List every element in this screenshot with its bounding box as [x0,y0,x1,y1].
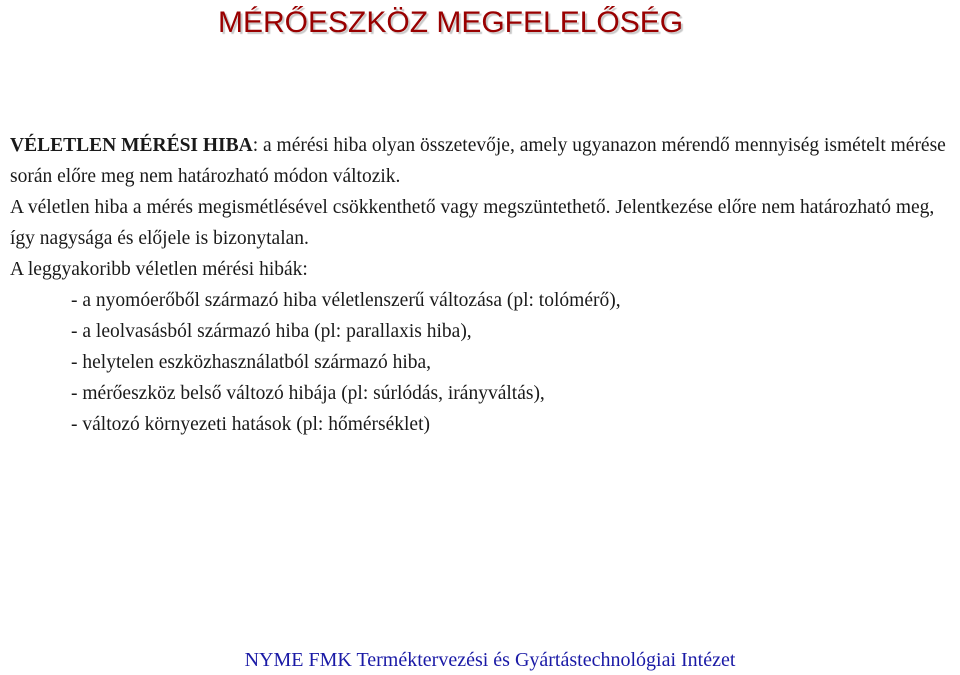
definition-text: : a mérési hiba olyan összetevője, amely ugyanazon mérendő mennyiség ismételt mérése során előre meg nem határozható módon változik. [10,135,946,187]
slide-content [10,130,952,440]
list-item: - változó környezeti hatások (pl: hőmérséklet) [71,414,430,435]
slide-title: MÉRŐESZKÖZ MEGFELELŐSÉG [218,6,684,39]
list-item: - helytelen eszközhasználatból származó hiba, [71,352,432,373]
list-item: - a nyomóerőből származó hiba véletlenszerű változása (pl: tolómérő), [71,290,621,311]
definition-term: VÉLETLEN MÉRÉSI HIBA [10,135,253,156]
error-list [10,285,952,440]
list-intro: A leggyakoribb véletlen mérési hibák: [10,259,308,280]
definition-paragraph [10,130,952,192]
explanation-paragraph: A véletlen hiba a mérés megismétlésével csökkenthető vagy megszüntethető. Jelentkezése előre nem határozható meg, így nagysága és előjele is bizonytalan. [10,197,935,249]
list-item: - mérőeszköz belső változó hibája (pl: súrlódás, irányváltás), [71,383,545,404]
list-item: - a leolvasásból származó hiba (pl: parallaxis hiba), [71,321,472,342]
footer-institute: NYME FMK Terméktervezési és Gyártástechnológiai Intézet [244,649,736,671]
